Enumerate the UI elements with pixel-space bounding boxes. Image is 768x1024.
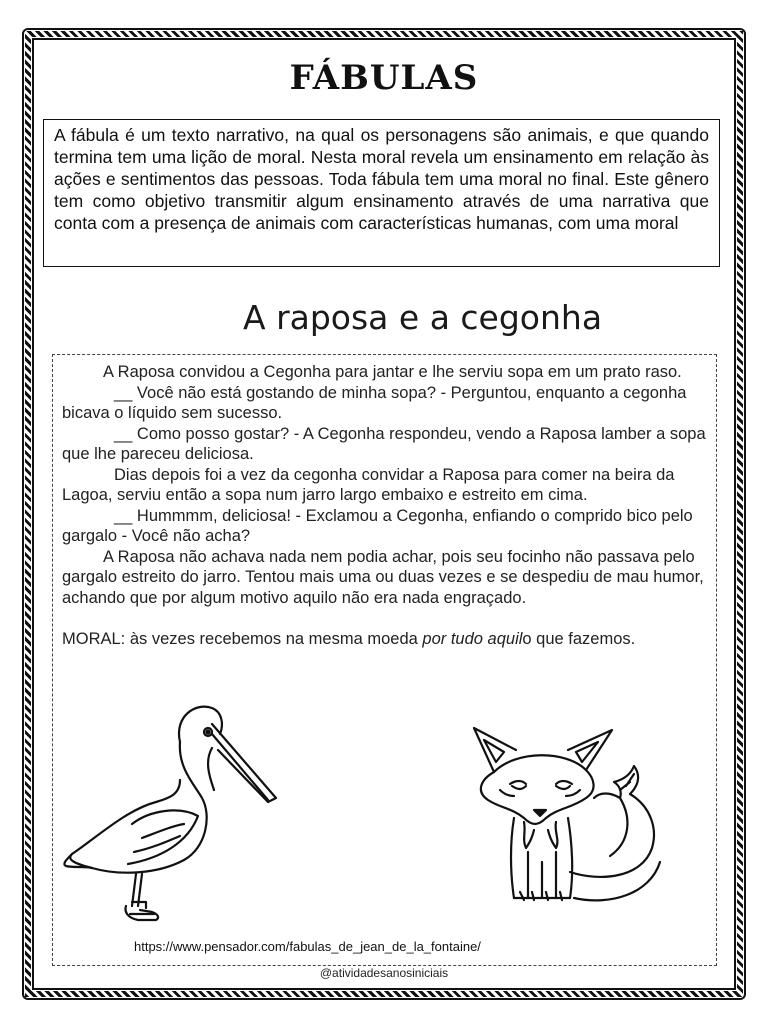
pelican-illustration [62,698,284,934]
story-paragraph: __ Como posso gostar? - A Cegonha respondeu, vendo a Raposa lamber a sopa que lhe pareceu deliciosa. [62,424,706,463]
moral-italic: por tudo aquil [422,629,523,648]
story-text [62,362,710,649]
story-paragraph: __ Você não está gostando de minha sopa? - Perguntou, enquanto a cegonha bicava o líquido sem sucesso. [62,383,687,422]
credit-handle: @atividadesanosiniciais [319,966,449,980]
story-paragraph: A Raposa não achava nada nem podia achar, pois seu focinho não passava pelo gargalo estreito do jarro. Tentou mais uma ou duas vezes e se despediu de mau humor, achando que por algum motivo aquilo não era nada engraçado. [62,547,704,607]
story-paragraph: Dias depois foi a vez da cegonha convidar a Raposa para comer na beira da Lagoa, serviu então a sopa num jarro largo embaixo e estreito em cima. [62,465,675,504]
fox-illustration [470,722,680,912]
story-title: A raposa e a cegonha [243,298,603,337]
story-paragraph: A Raposa convidou a Cegonha para jantar e lhe serviu sopa em um prato raso. [103,363,682,381]
intro-box [43,119,720,267]
moral-text: MORAL: às vezes recebemos na mesma moeda [62,629,423,648]
moral-line [62,629,710,650]
moral-text-end: o que fazemos. [522,629,636,648]
page-title: FÁBULAS [289,58,479,98]
source-link[interactable]: https://www.pensador.com/fabulas_de_jean_de_la_fontaine/ [134,939,481,954]
story-paragraph: __ Hummmm, deliciosa! - Exclamou a Cegonha, enfiando o comprido bico pelo gargalo - Você não acha? [62,506,693,545]
intro-text: A fábula é um texto narrativo, na qual os personagens são animais, e que quando termina tem uma lição de moral. Nesta moral revela um ensinamento em relação às ações e sentimentos das pessoas. Toda fábula tem uma moral no final. Este gênero tem como objetivo transmitir algum ensinamento através de uma narrativa que conta com a presença de animais com características humanas, com uma moral [54,125,709,233]
